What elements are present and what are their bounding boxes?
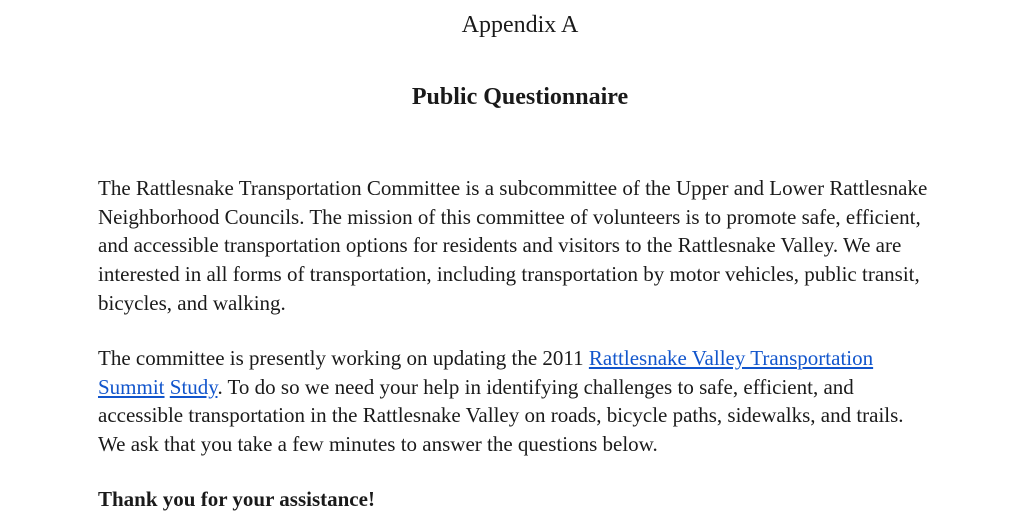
purpose-text-before: The committee is presently working on updating the 2011 [98, 346, 589, 370]
transportation-summit-link[interactable]: Rattlesnake Valley Transportation Summit [98, 346, 874, 399]
purpose-paragraph [98, 344, 934, 459]
intro-paragraph: The Rattlesnake Transportation Committee is a subcommittee of the Upper and Lower Rattlesnake Neighborhood Councils. The mission of this committee of volunteers is to promote safe, efficient, and accessible transportation options for residents and visitors to the Rattlesnake Valley. We are interested in all forms of transportation, including transportation by motor vehicles, public transit, bicycles, and walking. [98, 176, 928, 315]
page-title: Public Questionnaire [411, 84, 629, 110]
closing-thanks: Thank you for your assistance! [98, 487, 375, 511]
study-link[interactable]: Study [169, 374, 218, 399]
appendix-title: Appendix A [461, 12, 579, 38]
purpose-text-after: . To do so we need your help in identifying challenges to safe, efficient, and accessible transportation in the Rattlesnake Valley on roads, bicycle paths, sidewalks, and trails. We ask that you take a few minutes to answer the questions below. [98, 374, 904, 457]
